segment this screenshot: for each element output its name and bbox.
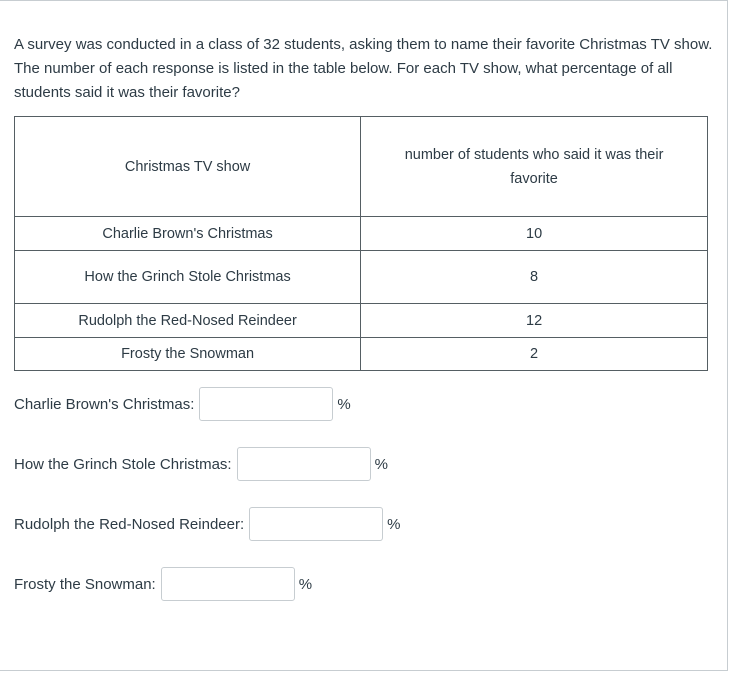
table-cell-show: How the Grinch Stole Christmas	[15, 251, 361, 304]
answer-row-rudolph	[14, 505, 401, 543]
percentage-input-grinch[interactable]	[237, 447, 371, 481]
table-cell-show: Rudolph the Red-Nosed Reindeer	[15, 304, 361, 338]
percentage-input-rudolph[interactable]	[249, 507, 383, 541]
answer-row-charlie-brown	[14, 385, 351, 423]
survey-table	[14, 116, 708, 371]
table-cell-count: 8	[361, 251, 708, 304]
table-cell-count: 10	[361, 217, 708, 251]
answer-label: Rudolph the Red-Nosed Reindeer:	[14, 515, 245, 533]
table-row	[15, 338, 708, 371]
answer-label: Charlie Brown's Christmas:	[14, 395, 195, 413]
table-row	[15, 217, 708, 251]
question-text: A survey was conducted in a class of 32 students, asking them to name their favorite Christmas TV show. The number of each response is listed in the table below. For each TV show, what percentage of all students said it was their favorite?	[14, 36, 713, 101]
table-header-count: number of students who said it was their favorite	[361, 117, 708, 217]
table-cell-show: Charlie Brown's Christmas	[15, 217, 361, 251]
percent-sign: %	[387, 515, 401, 533]
answer-row-frosty	[14, 565, 312, 603]
answer-label: Frosty the Snowman:	[14, 575, 156, 593]
table-header-row	[15, 117, 708, 217]
percent-sign: %	[298, 575, 313, 593]
percent-sign: %	[337, 395, 351, 413]
percent-sign: %	[374, 455, 388, 473]
table-cell-count: 12	[361, 304, 708, 338]
table-cell-count: 2	[361, 338, 708, 371]
percentage-input-charlie-brown[interactable]	[199, 387, 333, 421]
table-row	[15, 304, 708, 338]
answer-row-grinch	[14, 445, 388, 483]
answer-label: How the Grinch Stole Christmas:	[14, 455, 232, 473]
table-row	[15, 251, 708, 304]
table-header-show: Christmas TV show	[15, 117, 361, 217]
table-cell-show: Frosty the Snowman	[15, 338, 361, 371]
percentage-input-frosty[interactable]	[161, 567, 295, 601]
